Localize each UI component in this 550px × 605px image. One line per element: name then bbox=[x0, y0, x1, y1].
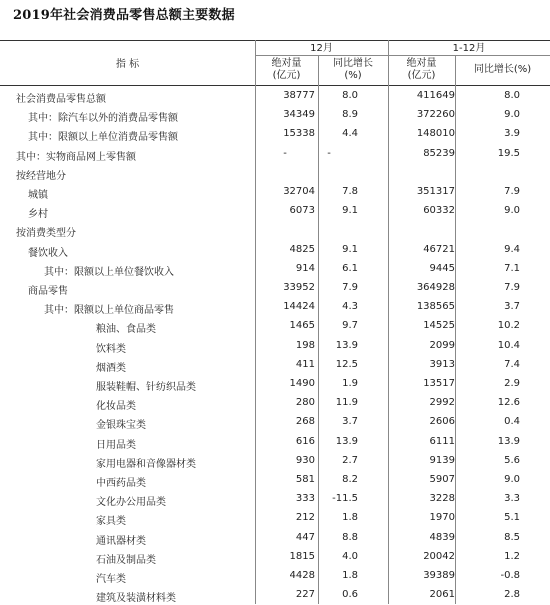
row-label: 化妆品类 bbox=[96, 401, 136, 413]
row-label: 日用品类 bbox=[96, 439, 136, 451]
header-ytd-abs-line2: (亿元) bbox=[407, 70, 436, 81]
table-row bbox=[0, 490, 550, 509]
row-label: 社会消费品零售总额 bbox=[16, 94, 106, 105]
ytd-yoy-value: 9.0 bbox=[504, 474, 520, 485]
ytd-yoy-value: 12.6 bbox=[497, 397, 520, 409]
table-top-rule bbox=[0, 40, 550, 41]
ytd-abs-value: 14525 bbox=[423, 320, 455, 332]
table-title: 2019年社会消费品零售总额主要数据 bbox=[13, 8, 235, 23]
table-row bbox=[0, 202, 550, 221]
dec-abs-value: 333 bbox=[295, 493, 315, 505]
row-label: 家具类 bbox=[96, 516, 126, 528]
ytd-abs-value: 5907 bbox=[429, 474, 455, 485]
ytd-yoy-value: 10.2 bbox=[497, 320, 520, 332]
dec-yoy-value: 13.9 bbox=[335, 435, 358, 447]
dec-yoy-value: 6.1 bbox=[342, 262, 358, 274]
ytd-abs-value: 372260 bbox=[416, 109, 455, 121]
dec-yoy-value: 1.8 bbox=[342, 512, 358, 524]
dec-yoy-value: 0.6 bbox=[342, 589, 358, 601]
dec-abs-value: 227 bbox=[295, 589, 315, 601]
dec-abs-value: 280 bbox=[295, 397, 315, 409]
dec-yoy-value: 8.8 bbox=[342, 531, 358, 543]
table-row bbox=[0, 317, 550, 336]
ytd-yoy-value: 3.3 bbox=[504, 493, 520, 505]
ytd-yoy-value: 9.4 bbox=[504, 243, 520, 255]
table-row bbox=[0, 548, 550, 567]
row-label: 其中：限额以上单位商品零售 bbox=[44, 305, 174, 317]
table-row bbox=[0, 221, 550, 240]
dec-abs-value: 198 bbox=[295, 339, 315, 351]
dec-abs-value: 1490 bbox=[289, 378, 315, 389]
ytd-abs-value: 9445 bbox=[429, 262, 455, 274]
ytd-abs-value: 2061 bbox=[429, 589, 455, 601]
table-row bbox=[0, 394, 550, 413]
ytd-abs-value: 138565 bbox=[416, 301, 455, 313]
dec-yoy-value: 9.1 bbox=[342, 243, 358, 255]
header-dec-abs-line2: (亿元) bbox=[272, 70, 301, 81]
ytd-yoy-value: -0.8 bbox=[500, 570, 520, 581]
row-label: 商品零售 bbox=[28, 286, 68, 297]
ytd-yoy-value: 5.6 bbox=[504, 454, 520, 466]
dec-yoy-value: 12.5 bbox=[335, 358, 358, 370]
dec-abs-value: 914 bbox=[295, 262, 315, 274]
row-label: 文化办公用品类 bbox=[96, 497, 166, 509]
header-ytd-abs-line1: 绝对量 bbox=[406, 58, 437, 69]
ytd-abs-value: 13517 bbox=[423, 378, 455, 389]
dec-yoy-value: 4.4 bbox=[342, 128, 358, 140]
header-dec-yoy-line2: (%) bbox=[344, 70, 362, 81]
dec-abs-value: 38777 bbox=[283, 90, 315, 101]
dec-yoy-value: 7.8 bbox=[342, 186, 358, 197]
dec-abs-value: 1815 bbox=[289, 550, 315, 562]
table-row bbox=[0, 260, 550, 279]
ytd-abs-value: 4839 bbox=[429, 531, 455, 543]
ytd-abs-value: 2099 bbox=[429, 339, 455, 351]
ytd-yoy-value: 3.7 bbox=[504, 301, 520, 313]
header-december: 12月 bbox=[310, 43, 333, 54]
ytd-yoy-value: 19.5 bbox=[497, 147, 520, 159]
table-row bbox=[0, 586, 550, 605]
dec-yoy-value: - bbox=[327, 147, 331, 159]
row-label: 石油及制品类 bbox=[96, 554, 156, 566]
dec-yoy-value: 8.9 bbox=[342, 109, 358, 121]
ytd-abs-value: 6111 bbox=[429, 435, 455, 447]
dec-abs-value: 15338 bbox=[283, 128, 315, 140]
dec-yoy-value: 7.9 bbox=[342, 282, 358, 293]
ytd-yoy-value: 1.2 bbox=[504, 550, 520, 562]
row-label: 烟酒类 bbox=[96, 362, 126, 374]
ytd-yoy-value: 10.4 bbox=[497, 339, 520, 351]
table-row bbox=[0, 413, 550, 432]
table-row bbox=[0, 125, 550, 144]
ytd-yoy-value: 2.8 bbox=[504, 589, 520, 601]
dec-yoy-value: 8.2 bbox=[342, 474, 358, 485]
dec-yoy-value: 1.9 bbox=[342, 378, 358, 389]
row-label: 按消费类型分 bbox=[16, 228, 76, 240]
dec-abs-value: 14424 bbox=[283, 301, 315, 313]
header-dec-yoy-line1: 同比增长 bbox=[333, 58, 373, 69]
ytd-abs-value: 9139 bbox=[429, 454, 455, 466]
dec-yoy-value: 2.7 bbox=[342, 454, 358, 466]
row-label: 金银珠宝类 bbox=[96, 420, 146, 432]
ytd-yoy-value: 2.9 bbox=[504, 378, 520, 389]
header-ytd-yoy: 同比增长(%) bbox=[473, 64, 532, 75]
row-label: 其中：除汽车以外的消费品零售额 bbox=[28, 113, 178, 125]
table-row bbox=[0, 356, 550, 375]
ytd-abs-value: 46721 bbox=[423, 243, 455, 255]
dec-abs-value: 4825 bbox=[289, 243, 315, 255]
ytd-abs-value: 2992 bbox=[429, 397, 455, 409]
table-row bbox=[0, 241, 550, 260]
ytd-yoy-value: 9.0 bbox=[504, 205, 520, 217]
row-label: 其中：限额以上单位餐饮收入 bbox=[44, 266, 174, 278]
table-row bbox=[0, 183, 550, 202]
table-row bbox=[0, 529, 550, 548]
dec-abs-value: 411 bbox=[295, 358, 315, 370]
table-row bbox=[0, 87, 550, 106]
dec-abs-value: 212 bbox=[295, 512, 315, 524]
ytd-abs-value: 1970 bbox=[429, 512, 455, 524]
row-label: 乡村 bbox=[28, 209, 48, 221]
row-label: 城镇 bbox=[28, 190, 48, 201]
row-label: 按经营地分 bbox=[16, 170, 66, 182]
header-dec-abs-line1: 绝对量 bbox=[271, 58, 302, 69]
ytd-abs-value: 85239 bbox=[423, 147, 455, 159]
header-mid-rule bbox=[255, 55, 550, 56]
ytd-yoy-value: 13.9 bbox=[497, 435, 520, 447]
table-row bbox=[0, 567, 550, 586]
dec-abs-value: 32704 bbox=[283, 186, 315, 197]
ytd-yoy-value: 8.0 bbox=[504, 90, 520, 101]
ytd-abs-value: 2606 bbox=[429, 416, 455, 428]
ytd-abs-value: 364928 bbox=[416, 282, 455, 293]
dec-yoy-value: 3.7 bbox=[342, 416, 358, 428]
ytd-yoy-value: 8.5 bbox=[504, 531, 520, 543]
ytd-yoy-value: 7.1 bbox=[504, 262, 520, 274]
row-label: 其中：限额以上单位消费品零售额 bbox=[28, 132, 178, 144]
ytd-yoy-value: 0.4 bbox=[504, 416, 520, 428]
table-row bbox=[0, 509, 550, 528]
dec-yoy-value: 4.0 bbox=[342, 550, 358, 562]
ytd-abs-value: 351317 bbox=[416, 186, 455, 197]
ytd-yoy-value: 7.9 bbox=[504, 282, 520, 293]
header-jan-dec: 1-12月 bbox=[452, 43, 486, 54]
header-indicator: 指 标 bbox=[115, 59, 140, 70]
dec-abs-value: 33952 bbox=[283, 282, 315, 293]
dec-abs-value: 1465 bbox=[289, 320, 315, 332]
ytd-yoy-value: 7.4 bbox=[504, 358, 520, 370]
ytd-yoy-value: 7.9 bbox=[504, 186, 520, 197]
dec-yoy-value: 9.1 bbox=[342, 205, 358, 217]
dec-yoy-value: -11.5 bbox=[332, 493, 358, 505]
dec-yoy-value: 4.3 bbox=[342, 301, 358, 313]
ytd-yoy-value: 9.0 bbox=[504, 109, 520, 121]
dec-abs-value: 4428 bbox=[289, 570, 315, 581]
row-label: 饮料类 bbox=[96, 343, 126, 355]
table-row bbox=[0, 145, 550, 164]
table-row bbox=[0, 433, 550, 452]
row-label: 家用电器和音像器材类 bbox=[96, 458, 196, 470]
ytd-abs-value: 148010 bbox=[416, 128, 455, 140]
ytd-abs-value: 60332 bbox=[423, 205, 455, 217]
ytd-abs-value: 39389 bbox=[423, 570, 455, 581]
dec-abs-value: 447 bbox=[295, 531, 315, 543]
dec-yoy-value: 1.8 bbox=[342, 570, 358, 581]
header-bottom-rule bbox=[0, 85, 550, 86]
ytd-yoy-value: 5.1 bbox=[504, 512, 520, 524]
table-row bbox=[0, 106, 550, 125]
dec-yoy-value: 11.9 bbox=[335, 397, 358, 409]
table-row bbox=[0, 375, 550, 394]
ytd-yoy-value: 3.9 bbox=[504, 128, 520, 140]
table-row bbox=[0, 164, 550, 183]
dec-abs-value: 6073 bbox=[289, 205, 315, 217]
dec-yoy-value: 9.7 bbox=[342, 320, 358, 332]
row-label: 服装鞋帽、针纺织品类 bbox=[96, 382, 196, 393]
row-label: 粮油、食品类 bbox=[96, 324, 156, 336]
table-row bbox=[0, 471, 550, 490]
ytd-abs-value: 3228 bbox=[429, 493, 455, 505]
dec-abs-value: - bbox=[283, 147, 287, 159]
table-row bbox=[0, 452, 550, 471]
dec-abs-value: 268 bbox=[295, 416, 315, 428]
dec-yoy-value: 8.0 bbox=[342, 90, 358, 101]
row-label: 通讯器材类 bbox=[96, 535, 146, 547]
dec-abs-value: 34349 bbox=[283, 109, 315, 121]
dec-abs-value: 930 bbox=[295, 454, 315, 466]
row-label: 建筑及装潢材料类 bbox=[96, 593, 176, 605]
row-label: 中西药品类 bbox=[96, 478, 146, 489]
ytd-abs-value: 20042 bbox=[423, 550, 455, 562]
row-label: 汽车类 bbox=[96, 574, 126, 585]
table-row bbox=[0, 298, 550, 317]
ytd-abs-value: 411649 bbox=[416, 90, 455, 101]
row-label: 其中：实物商品网上零售额 bbox=[16, 151, 136, 163]
table-row bbox=[0, 279, 550, 298]
ytd-abs-value: 3913 bbox=[429, 358, 455, 370]
dec-abs-value: 581 bbox=[295, 474, 315, 485]
dec-abs-value: 616 bbox=[295, 435, 315, 447]
row-label: 餐饮收入 bbox=[28, 247, 68, 259]
dec-yoy-value: 13.9 bbox=[335, 339, 358, 351]
table-row bbox=[0, 337, 550, 356]
